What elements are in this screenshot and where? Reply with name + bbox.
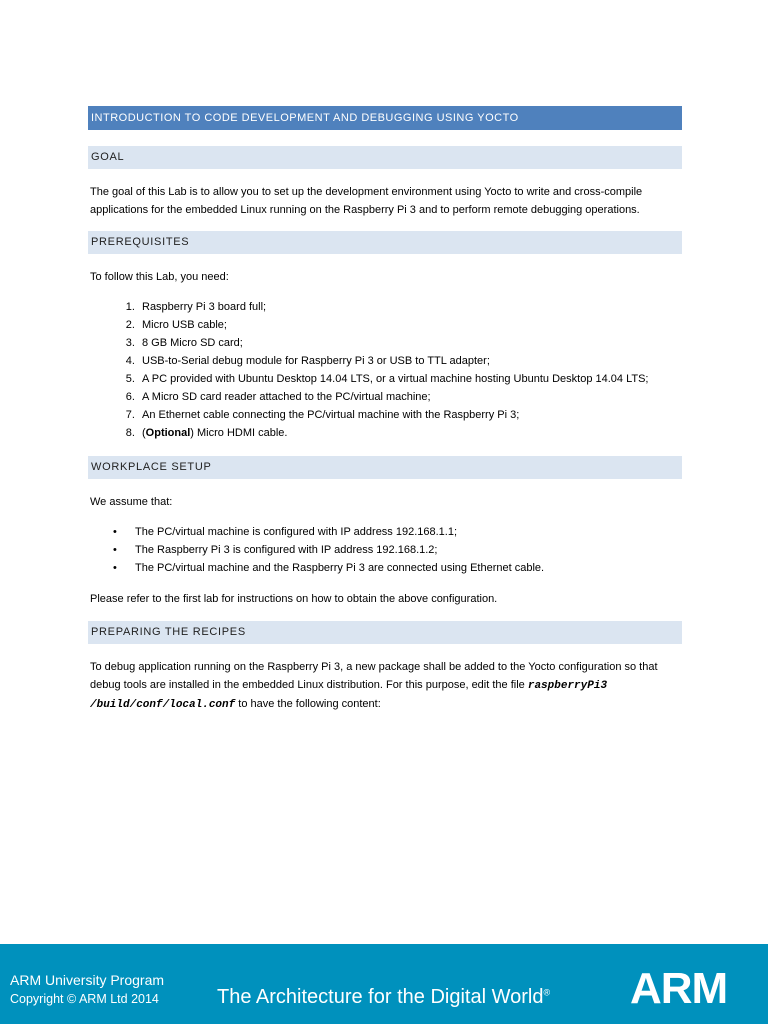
arm-logo: ARM — [630, 964, 728, 1013]
prerequisites-list — [88, 298, 682, 442]
list-item: 1. Raspberry Pi 3 board full; — [138, 298, 682, 316]
document-body — [88, 106, 682, 714]
list-item: 3. 8 GB Micro SD card; — [138, 334, 682, 352]
program-name: ARM University Program — [10, 972, 165, 988]
bullet-icon: • — [113, 526, 117, 538]
footer-banner — [0, 944, 768, 1024]
list-item — [138, 424, 682, 442]
bullet-icon: • — [113, 562, 117, 574]
workplace-list — [88, 523, 682, 577]
list-item: 4. USB-to-Serial debug module for Raspberry Pi 3 or USB to TTL adapter; — [138, 352, 682, 370]
optional-label: Optional — [145, 427, 191, 439]
tagline: The Architecture for the Digital World® — [217, 986, 551, 1008]
section-heading-workplace: WORKPLACE SETUP — [88, 456, 682, 479]
list-item: • The PC/virtual machine and the Raspberry Pi 3 are connected using Ethernet cable. — [135, 559, 682, 577]
list-item: 7. An Ethernet cable connecting the PC/virtual machine with the Raspberry Pi 3; — [138, 406, 682, 424]
prerequisites-intro: To follow this Lab, you need: — [90, 271, 229, 283]
list-item: • The Raspberry Pi 3 is configured with IP address 192.168.1.2; — [135, 541, 682, 559]
copyright: Copyright © ARM Ltd 2014 — [10, 992, 159, 1006]
section-heading-recipes: PREPARING THE RECIPES — [88, 621, 682, 644]
page-title: INTRODUCTION TO CODE DEVELOPMENT AND DEBUGGING USING YOCTO — [88, 106, 682, 130]
trademark: ® — [543, 987, 551, 998]
bullet-icon: • — [113, 544, 117, 556]
item-paren: ( — [142, 427, 146, 439]
list-item: 5. A PC provided with Ubuntu Desktop 14.04 LTS, or a virtual machine hosting Ubuntu Desktop 14.04 LTS; — [138, 370, 682, 388]
recipes-paragraph: To debug application running on the Raspberry Pi 3, a new package shall be added to the Yocto configuration so that debug tools are installed in the embedded Linux distribution. For this purpose, edit the file raspberryPi3 /build/conf/local.conf to have the following content: — [90, 661, 658, 711]
workplace-note: Please refer to the first lab for instructions on how to obtain the above configuration. — [90, 593, 498, 605]
goal-paragraph: The goal of this Lab is to allow you to set up the development environment using Yocto to write and cross-compile applications for the embedded Linux running on the Raspberry Pi 3 and to perform remote debugging operations. — [90, 186, 643, 216]
item-text: ) Micro HDMI cable. — [190, 427, 288, 439]
list-item: 2. Micro USB cable; — [138, 316, 682, 334]
section-heading-goal: GOAL — [88, 146, 682, 169]
list-item: 6. A Micro SD card reader attached to the PC/virtual machine; — [138, 388, 682, 406]
section-heading-prerequisites: PREREQUISITES — [88, 231, 682, 254]
list-item: • The PC/virtual machine is configured with IP address 192.168.1.1; — [135, 523, 682, 541]
file-path: raspberryPi3 /build/conf/local.conf — [90, 680, 608, 711]
workplace-intro: We assume that: — [90, 496, 173, 508]
